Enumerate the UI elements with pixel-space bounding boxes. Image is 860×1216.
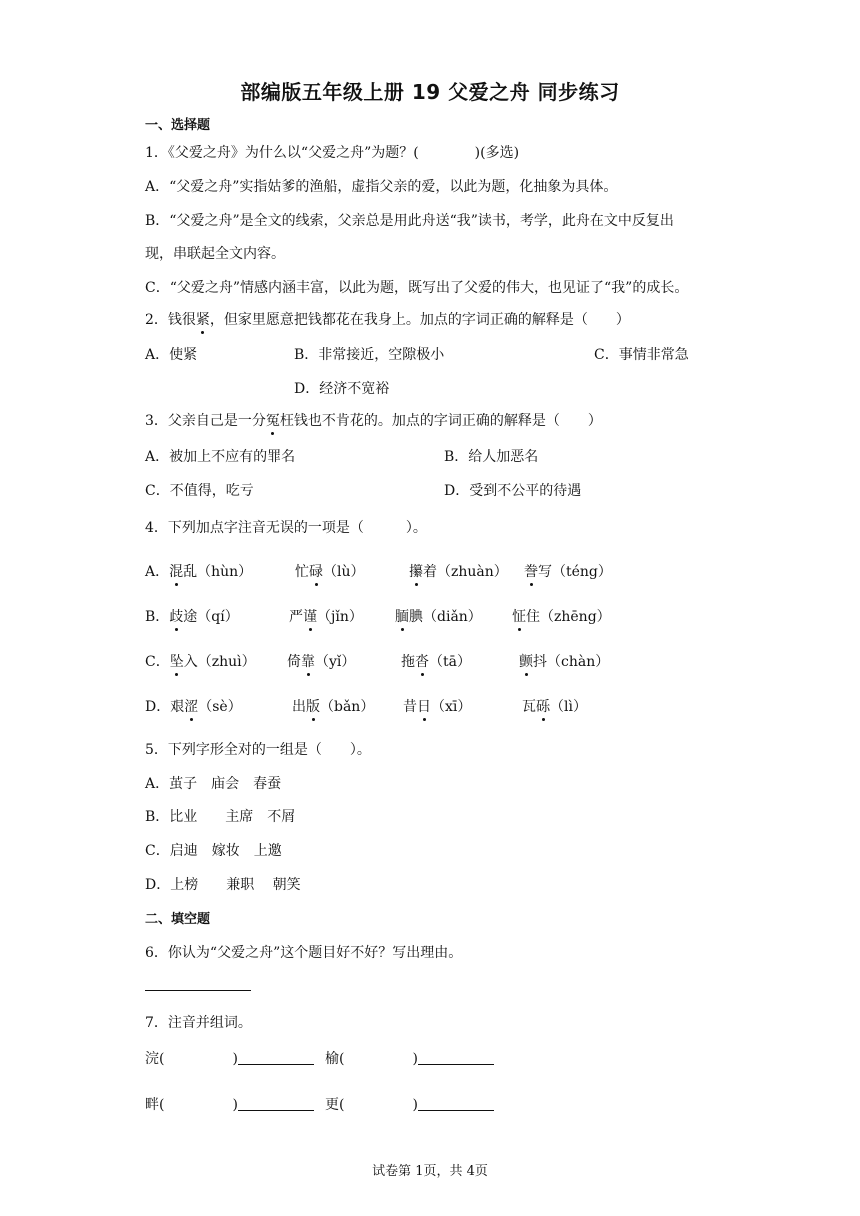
question-2-stem xyxy=(145,309,630,329)
item-text: 乱（hùn） xyxy=(183,564,253,580)
dotted-char: 颤 xyxy=(519,651,533,671)
question-3-option-d: D．受到不公平的待遇 xyxy=(444,483,582,499)
pinyin-item xyxy=(403,696,471,716)
answer-blank-line[interactable] xyxy=(145,990,251,991)
dotted-char: 紧 xyxy=(196,309,210,329)
item-text: 住（zhēng） xyxy=(526,609,611,625)
item-text: 严 xyxy=(289,609,303,625)
item-text: 昔 xyxy=(403,699,417,715)
pinyin-blank-row-1: 浣( ) xyxy=(145,1048,314,1068)
stem-text: 3．父亲自己是一分 xyxy=(145,413,266,429)
item-text: D．艰 xyxy=(145,699,185,715)
item-text: C． xyxy=(145,654,170,670)
item-text: （jǐn） xyxy=(317,609,363,625)
pinyin-item xyxy=(287,651,355,671)
item-text: 抖（chàn） xyxy=(533,654,610,670)
item-text: 瓦 xyxy=(522,699,536,715)
word-blank[interactable] xyxy=(418,1050,494,1065)
word-blank[interactable] xyxy=(238,1096,314,1111)
dotted-char: 日 xyxy=(417,696,431,716)
pinyin-blank-row-2b: 更( ) xyxy=(325,1094,494,1114)
pinyin-item xyxy=(145,696,242,716)
pinyin-item xyxy=(409,561,508,581)
item-text: （xī） xyxy=(431,699,472,715)
question-3-option-a: A．被加上不应有的罪名 xyxy=(145,449,296,465)
question-4-stem: 4．下列加点字注音无误的一项是（ ）。 xyxy=(145,520,427,536)
section-heading-choice: 一、选择题 xyxy=(145,118,211,133)
page-title: 部编版五年级上册 19 父爱之舟 同步练习 xyxy=(240,80,620,104)
dotted-char: 涩 xyxy=(184,696,198,716)
item-text: （bǎn） xyxy=(320,699,375,715)
stem-text: 枉钱也不肯花的。加点的字词正确的解释是（ ） xyxy=(279,413,602,429)
pinyin-item xyxy=(289,606,363,626)
question-1-option-c: C．“父爱之舟”情感内涵丰富，以此为题，既写出了父爱的伟大，也见证了“我”的成长。 xyxy=(145,280,689,296)
pinyin-item xyxy=(292,696,374,716)
dotted-char: 沓 xyxy=(415,651,429,671)
item-text: 着（zhuàn） xyxy=(423,564,508,580)
question-1-option-a: A．“父爱之舟”实指姑爹的渔船，虚指父亲的爱，以此为题，化抽象为具体。 xyxy=(145,179,618,195)
pinyin-blank-row-2: 畔( ) xyxy=(145,1094,314,1114)
question-2-option-c: C．事情非常急 xyxy=(594,347,689,363)
dotted-char: 碌 xyxy=(309,561,323,581)
stem-text: 2．钱很 xyxy=(145,312,196,328)
question-6-stem: 6．你认为“父爱之舟”这个题目好不好？写出理由。 xyxy=(145,945,463,961)
pinyin-item xyxy=(395,606,482,626)
question-1-stem: 1．《父爱之舟》为什么以“父爱之舟”为题？( )(多选) xyxy=(145,145,520,161)
item-text: 写（téng） xyxy=(538,564,612,580)
dotted-char: 冤 xyxy=(266,410,280,430)
word-blank[interactable] xyxy=(238,1050,314,1065)
question-1-option-b-line1: B．“父爱之舟”是全文的线索，父亲总是用此舟送“我”读书，考学，此舟在文中反复出 xyxy=(145,213,674,229)
question-1-option-b-line2: 现，串联起全文内容。 xyxy=(145,246,285,262)
char: 榆 xyxy=(325,1051,339,1067)
word-blank[interactable] xyxy=(418,1096,494,1111)
page-footer: 试卷第 1页，共 4页 xyxy=(372,1164,488,1179)
pinyin-blank-row-1b: 榆( ) xyxy=(325,1048,494,1068)
pinyin-item xyxy=(519,651,609,671)
item-text: 拖 xyxy=(401,654,415,670)
pinyin-item xyxy=(145,561,252,581)
item-text: （yǐ） xyxy=(315,654,356,670)
pinyin-item xyxy=(145,651,256,671)
dotted-char: 歧 xyxy=(169,606,183,626)
question-5-option-c: C．启迪 嫁妆 上邀 xyxy=(145,843,282,859)
item-text: （tā） xyxy=(429,654,471,670)
question-2-option-b: B．非常接近，空隙极小 xyxy=(294,347,445,363)
pinyin-item xyxy=(145,606,239,626)
item-text: 出 xyxy=(292,699,306,715)
pinyin-item xyxy=(512,606,611,626)
question-3-stem xyxy=(145,410,602,430)
pinyin-item xyxy=(524,561,612,581)
item-text: 腆（diǎn） xyxy=(409,609,482,625)
item-text: A． xyxy=(145,564,170,580)
question-3-option-b: B．给人加恶名 xyxy=(444,449,539,465)
question-3-option-c: C．不值得，吃亏 xyxy=(145,483,254,499)
dotted-char: 攥 xyxy=(409,561,423,581)
question-5-option-d: D．上榜 兼职 朝笑 xyxy=(145,877,301,893)
pinyin-item xyxy=(522,696,587,716)
item-text: 途（qí） xyxy=(183,609,239,625)
item-text: （lù） xyxy=(323,564,365,580)
question-7-stem: 7．注音并组词。 xyxy=(145,1015,252,1031)
item-text: 入（zhuì） xyxy=(183,654,256,670)
dotted-char: 怔 xyxy=(512,606,526,626)
question-2-option-a: A．使紧 xyxy=(145,347,198,363)
item-text: （sè） xyxy=(198,699,242,715)
item-text: （lì） xyxy=(550,699,587,715)
item-text: B． xyxy=(145,609,170,625)
dotted-char: 靠 xyxy=(301,651,315,671)
section-heading-fill: 二、填空题 xyxy=(145,912,211,927)
question-2-option-d: D．经济不宽裕 xyxy=(294,381,390,397)
question-5-option-b: B．比业 主席 不屑 xyxy=(145,809,296,825)
pinyin-item xyxy=(295,561,365,581)
item-text: 倚 xyxy=(287,654,301,670)
char: 浣 xyxy=(145,1051,159,1067)
dotted-char: 混 xyxy=(169,561,183,581)
pinyin-item xyxy=(401,651,471,671)
dotted-char: 腼 xyxy=(395,606,409,626)
item-text: 忙 xyxy=(295,564,309,580)
dotted-char: 谨 xyxy=(303,606,317,626)
question-5-option-a: A．茧子 庙会 春蚕 xyxy=(145,776,282,792)
stem-text: ，但家里愿意把钱都花在我身上。加点的字词正确的解释是（ ） xyxy=(209,312,630,328)
question-5-stem: 5．下列字形全对的一组是（ ）。 xyxy=(145,742,371,758)
char: 更 xyxy=(325,1097,339,1113)
dotted-char: 砾 xyxy=(536,696,550,716)
char: 畔 xyxy=(145,1097,159,1113)
dotted-char: 誊 xyxy=(524,561,538,581)
dotted-char: 版 xyxy=(306,696,320,716)
dotted-char: 坠 xyxy=(170,651,184,671)
